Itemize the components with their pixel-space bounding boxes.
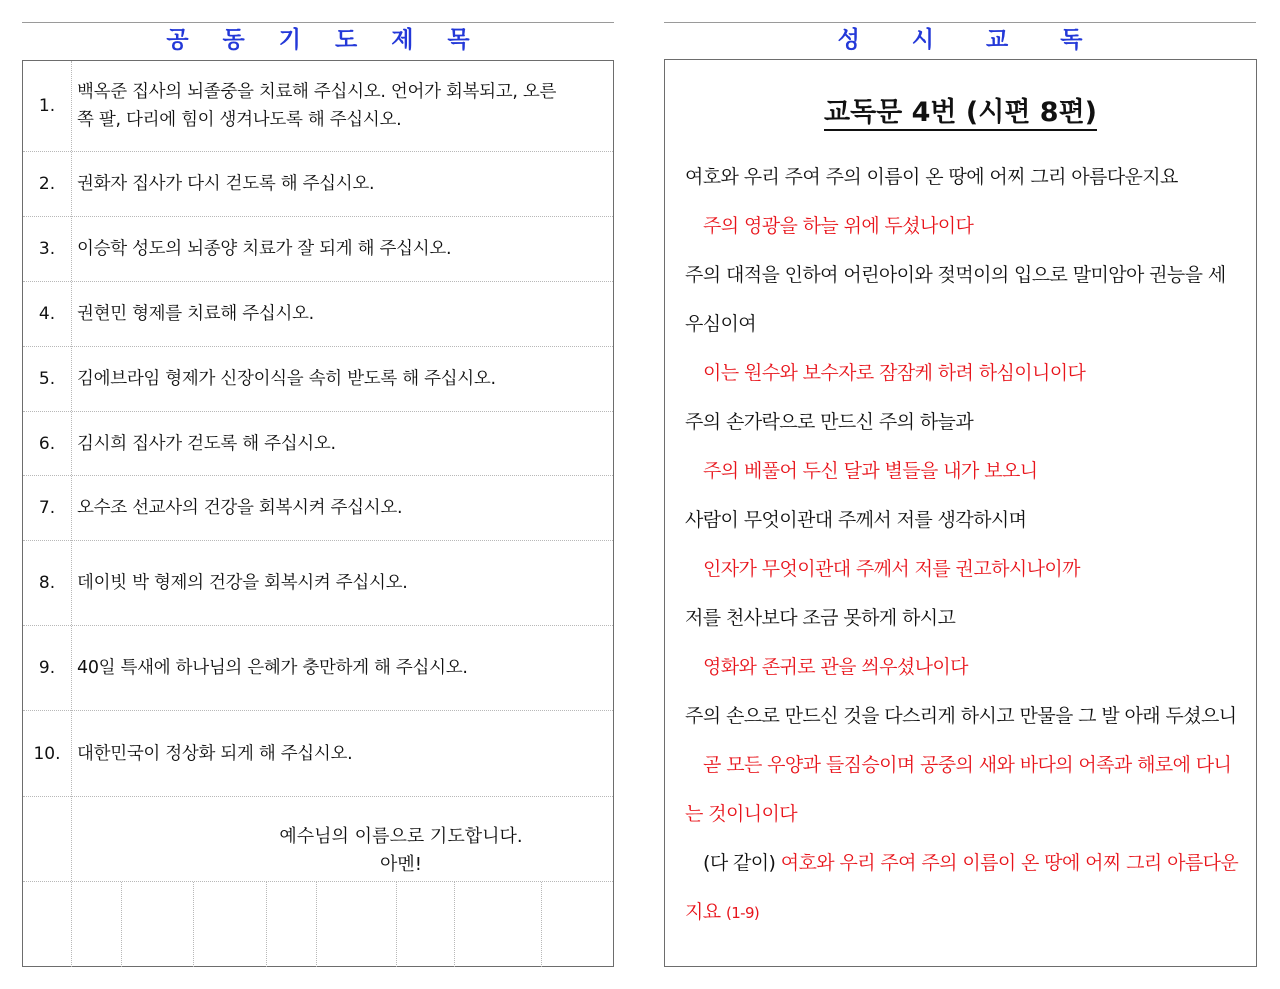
prayer-item-8	[23, 541, 613, 626]
prayer-item-2	[23, 152, 613, 217]
prayer-number: 2.	[38, 174, 56, 194]
prayer-text: 권화자 집사가 다시 걷도록 해 주십시오.	[77, 174, 375, 194]
prayer-item-9	[23, 626, 613, 711]
reading-heading	[665, 90, 1256, 129]
response-line: 곧 모든 우양과 들짐승이며 공중의 새와 바다의 어족과 해로에 다니	[703, 754, 1232, 776]
closing-line: 예수님의 이름으로 기도합니다.	[279, 826, 523, 847]
prayer-item-7	[23, 476, 613, 541]
response-line: 는 것이니이다	[685, 803, 797, 825]
response-line: 주의 베풀어 두신 달과 별들을 내가 보오니	[703, 460, 1038, 482]
prayer-number: 8.	[38, 573, 56, 593]
leader-line: 주의 손으로 만드신 것을 다스리게 하시고 만물을 그 발 아래 두셨으니	[685, 705, 1237, 727]
leader-line: 주의 손가락으로 만드신 주의 하늘과	[685, 411, 974, 433]
response-line: 주의 영광을 하늘 위에 두셨나이다	[703, 215, 974, 237]
prayer-text: 오수조 선교사의 건강을 회복시켜 주십시오.	[77, 498, 403, 518]
prayer-item-1	[23, 61, 613, 152]
prayer-item-3	[23, 217, 613, 282]
prayer-text: 백옥준 집사의 뇌졸중을 치료해 주십시오. 언어가 회복되고, 오른쪽 팔, 다리에 힘이 생겨나도록 해 주십시오.	[77, 82, 557, 130]
response-line: 인자가 무엇이관대 주께서 저를 권고하시나이까	[703, 558, 1080, 580]
leader-line: 사람이 무엇이관대 주께서 저를 생각하시며	[685, 509, 1027, 531]
leader-line: 여호와 우리 주여 주의 이름이 온 땅에 어찌 그리 아름다운지요	[685, 166, 1178, 188]
prayer-text: 권현민 형제를 치료해 주십시오.	[77, 304, 314, 324]
amen-line: 아멘!	[380, 854, 422, 875]
verse-reference: (1-9)	[725, 904, 760, 922]
unison-prefix: (다 같이)	[703, 852, 776, 874]
grid-line	[541, 882, 542, 967]
grid-line	[316, 882, 317, 967]
prayer-number: 10.	[33, 743, 61, 764]
prayer-section-title: 공동기도제목	[166, 27, 504, 53]
prayer-text: 40일 특새에 하나님의 은혜가 충만하게 해 주십시오.	[77, 658, 468, 678]
unison-line	[685, 848, 1255, 875]
grid-line	[121, 882, 122, 967]
prayer-text: 대한민국이 정상화 되게 해 주십시오.	[77, 743, 353, 764]
grid-line	[71, 882, 72, 967]
reading-heading-text: 교독문 4번 (시편 8편)	[824, 97, 1097, 131]
prayer-number: 3.	[38, 239, 56, 259]
grid-line	[193, 882, 194, 967]
leader-line: 저를 천사보다 조금 못하게 하시고	[685, 607, 956, 629]
prayer-number: 6.	[38, 433, 56, 454]
unison-text-cont: 지요	[685, 901, 721, 923]
prayer-text: 김시희 집사가 걷도록 해 주십시오.	[77, 433, 336, 454]
unison-line-cont	[685, 897, 1255, 924]
prayer-text: 이승학 성도의 뇌종양 치료가 잘 되게 해 주십시오.	[77, 239, 452, 259]
right-title-rule	[664, 22, 1256, 23]
responsive-reading-box	[664, 59, 1257, 967]
blank-grid	[23, 881, 613, 966]
closing-prayer	[273, 823, 529, 879]
response-line: 이는 원수와 보수자로 잠잠케 하려 하심이니이다	[703, 362, 1086, 384]
prayer-text: 데이빗 박 형제의 건강을 회복시켜 주십시오.	[77, 573, 408, 593]
leader-line: 우심이여	[685, 313, 757, 335]
prayer-item-4	[23, 282, 613, 347]
prayer-item-10	[23, 711, 613, 797]
prayer-list-box	[22, 60, 614, 967]
prayer-number: 7.	[38, 498, 56, 518]
left-title-rule	[22, 22, 614, 23]
prayer-item-5	[23, 347, 613, 412]
reading-section-title: 성시교독	[837, 27, 1135, 53]
unison-text: 여호와 우리 주여 주의 이름이 온 땅에 어찌 그리 아름다운	[780, 852, 1239, 874]
prayer-number: 4.	[38, 304, 56, 324]
grid-line	[396, 882, 397, 967]
prayer-number: 5.	[38, 369, 56, 389]
response-line: 영화와 존귀로 관을 씌우셨나이다	[703, 656, 968, 678]
prayer-text: 김에브라임 형제가 신장이식을 속히 받도록 해 주십시오.	[77, 369, 496, 389]
prayer-item-6	[23, 412, 613, 476]
grid-line	[454, 882, 455, 967]
prayer-number: 1.	[38, 96, 56, 116]
prayer-number: 9.	[38, 658, 56, 678]
leader-line: 주의 대적을 인하여 어린아이와 젖먹이의 입으로 말미암아 권능을 세	[685, 264, 1226, 286]
grid-line	[266, 882, 267, 967]
